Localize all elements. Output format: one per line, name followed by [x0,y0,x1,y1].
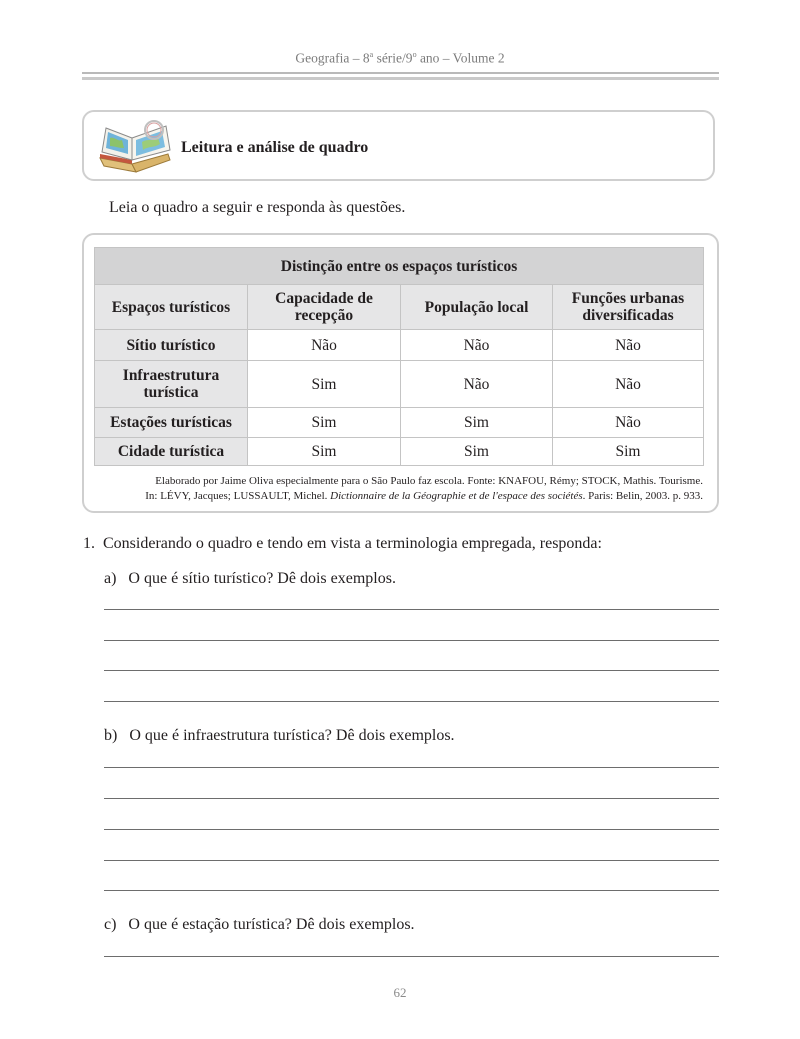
column-header: Espaços turísticos [95,285,248,330]
section-title: Leitura e análise de quadro [181,139,369,156]
question-1c: c) O que é estação turística? Dê dois exemplos. [104,916,415,933]
table-row [95,408,704,438]
answer-line[interactable] [104,767,719,768]
section-box [82,110,715,181]
page-number: 62 [393,985,407,1000]
answer-line[interactable] [104,956,719,957]
source-line-2: In: LÉVY, Jacques; LUSSAULT, Michel. Dictionnaire de la Géographie et de l'espace des sociétés. Paris: Belin, 2003. p. 933. [145,490,703,502]
question-1: 1. Considerando o quadro e tendo em vista a terminologia empregada, responda: [83,535,602,552]
table-row [95,361,704,408]
answer-line[interactable] [104,670,719,671]
column-header: População local [401,285,553,330]
header-rule-thick [82,77,719,80]
question-1b: b) O que é infraestrutura turística? Dê dois exemplos. [104,727,455,744]
table-source [145,474,703,504]
table-row [95,330,704,361]
row-label: Cidade turística [95,438,248,466]
table-cell: Sim [401,408,553,438]
table-cell: Não [401,361,553,408]
running-header: Geografia – 8$^a$ série/9$^o$ ano – Volume 2 [295,50,505,66]
table-cell: Sim [248,438,401,466]
answer-line[interactable] [104,829,719,830]
answer-line[interactable] [104,640,719,641]
table-caption: Distinção entre os espaços turísticos [95,248,704,285]
answer-line[interactable] [104,890,719,891]
row-label: Sítio turístico [95,330,248,361]
table-cell: Sim [248,361,401,408]
table-cell: Não [553,361,704,408]
table-row [95,438,704,466]
tourist-spaces-table [94,247,704,466]
row-label: Infraestrutura turística [95,361,248,408]
column-header: Funções urbanas diversificadas [553,285,704,330]
table-cell: Sim [553,438,704,466]
answer-line[interactable] [104,701,719,702]
header-rule [82,72,719,74]
table-cell: Sim [248,408,401,438]
table-cell: Não [401,330,553,361]
answer-line[interactable] [104,860,719,861]
answer-line[interactable] [104,798,719,799]
open-book-icon [96,118,176,176]
question-1a: a) O que é sítio turístico? Dê dois exemplos. [104,570,396,587]
row-label: Estações turísticas [95,408,248,438]
column-header: Capacidade de recepção [248,285,401,330]
answer-line[interactable] [104,609,719,610]
intro-text: Leia o quadro a seguir e responda às questões. [109,199,406,216]
table-cell: Não [553,408,704,438]
table-cell: Não [553,330,704,361]
table-cell: Não [248,330,401,361]
table-cell: Sim [401,438,553,466]
source-line-1: Elaborado por Jaime Oliva especialmente para o São Paulo faz escola. Fonte: KNAFOU, Rémy; STOCK, Mathis. Tourisme. [155,475,703,487]
